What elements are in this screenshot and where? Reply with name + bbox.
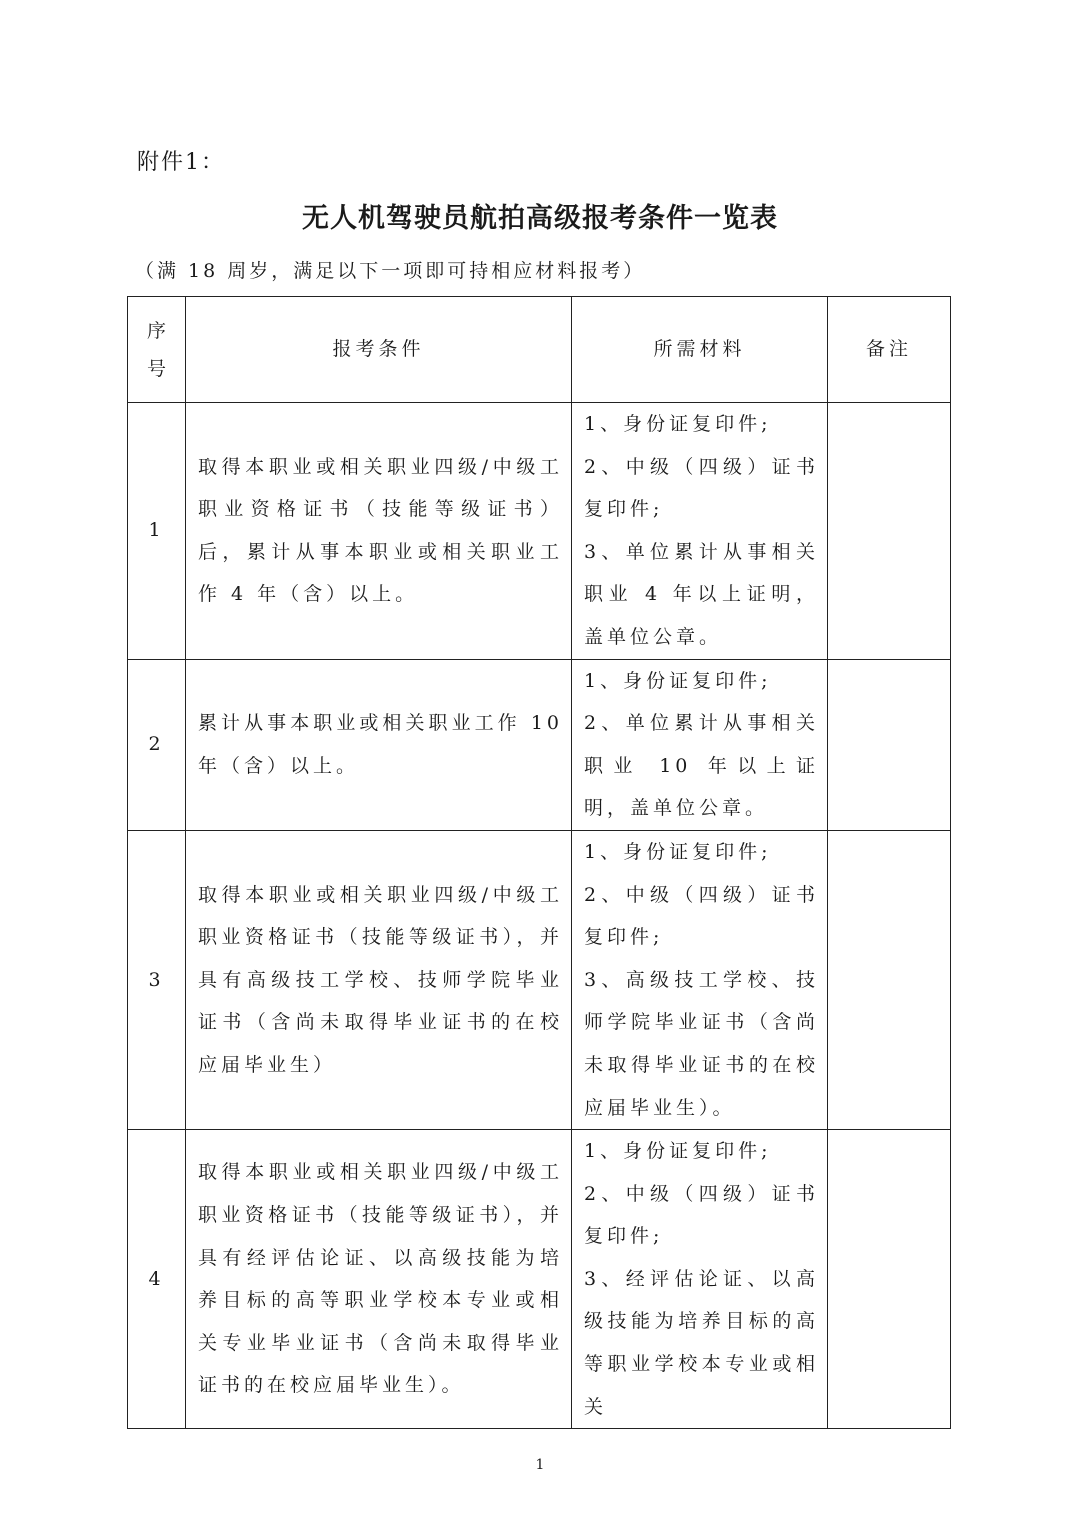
row-condition: 取得本职业或相关职业四级/中级工职业资格证书（技能等级证书），并具有高级技工学校、技师学院毕业证书（含尚未取得毕业证书的在校应届毕业生） [186,830,572,1129]
row-condition: 取得本职业或相关职业四级/中级工职业资格证书（技能等级证书），并具有经评估论证、以高级技能为培养目标的高等职业学校本专业或相关专业毕业证书（含尚未取得毕业证书的在校应届毕业生）。 [186,1130,572,1429]
row-materials: 1、身份证复印件; 2、中级（四级）证书复印件; 3、高级技工学校、技师学院毕业证书（含尚未取得毕业证书的在校应届毕业生）。 [572,830,828,1129]
row-seq: 3 [128,830,186,1129]
page-number: 1 [535,1457,545,1473]
row-condition: 取得本职业或相关职业四级/中级工职业资格证书（技能等级证书）后，累计从事本职业或相关职业工作 4 年（含）以上。 [186,403,572,660]
row-condition: 累计从事本职业或相关职业工作 10 年（含）以上。 [186,659,572,830]
document-note: （满 18 周岁，满足以下一项即可持相应材料报考） [135,260,646,282]
row-remarks [828,403,951,660]
header-remarks: 备注 [828,297,951,403]
header-seq-label: 序号 [146,319,166,380]
row-seq: 4 [128,1130,186,1429]
row-materials: 1、身份证复印件; 2、单位累计从事相关职业 10 年以上证明，盖单位公章。 [572,659,828,830]
row-seq: 1 [128,403,186,660]
row-materials: 1、身份证复印件; 2、中级（四级）证书复印件; 3、单位累计从事相关职业 4 年以上证明，盖单位公章。 [572,403,828,660]
row-remarks [828,830,951,1129]
row-materials: 1、身份证复印件; 2、中级（四级）证书复印件; 3、经评估论证、以高级技能为培养目标的高等职业学校本专业或相关 [572,1130,828,1429]
table-row [128,659,951,830]
header-seq [128,297,186,403]
attachment-label: 附件1： [137,150,225,175]
row-seq: 2 [128,659,186,830]
table-row [128,830,951,1129]
requirements-table [127,296,951,1429]
table-header-row [128,297,951,403]
row-remarks [828,1130,951,1429]
row-remarks [828,659,951,830]
header-condition: 报考条件 [186,297,572,403]
table-row [128,1130,951,1429]
header-materials: 所需材料 [572,297,828,403]
table-row [128,403,951,660]
document-title: 无人机驾驶员航拍高级报考条件一览表 [302,203,778,234]
